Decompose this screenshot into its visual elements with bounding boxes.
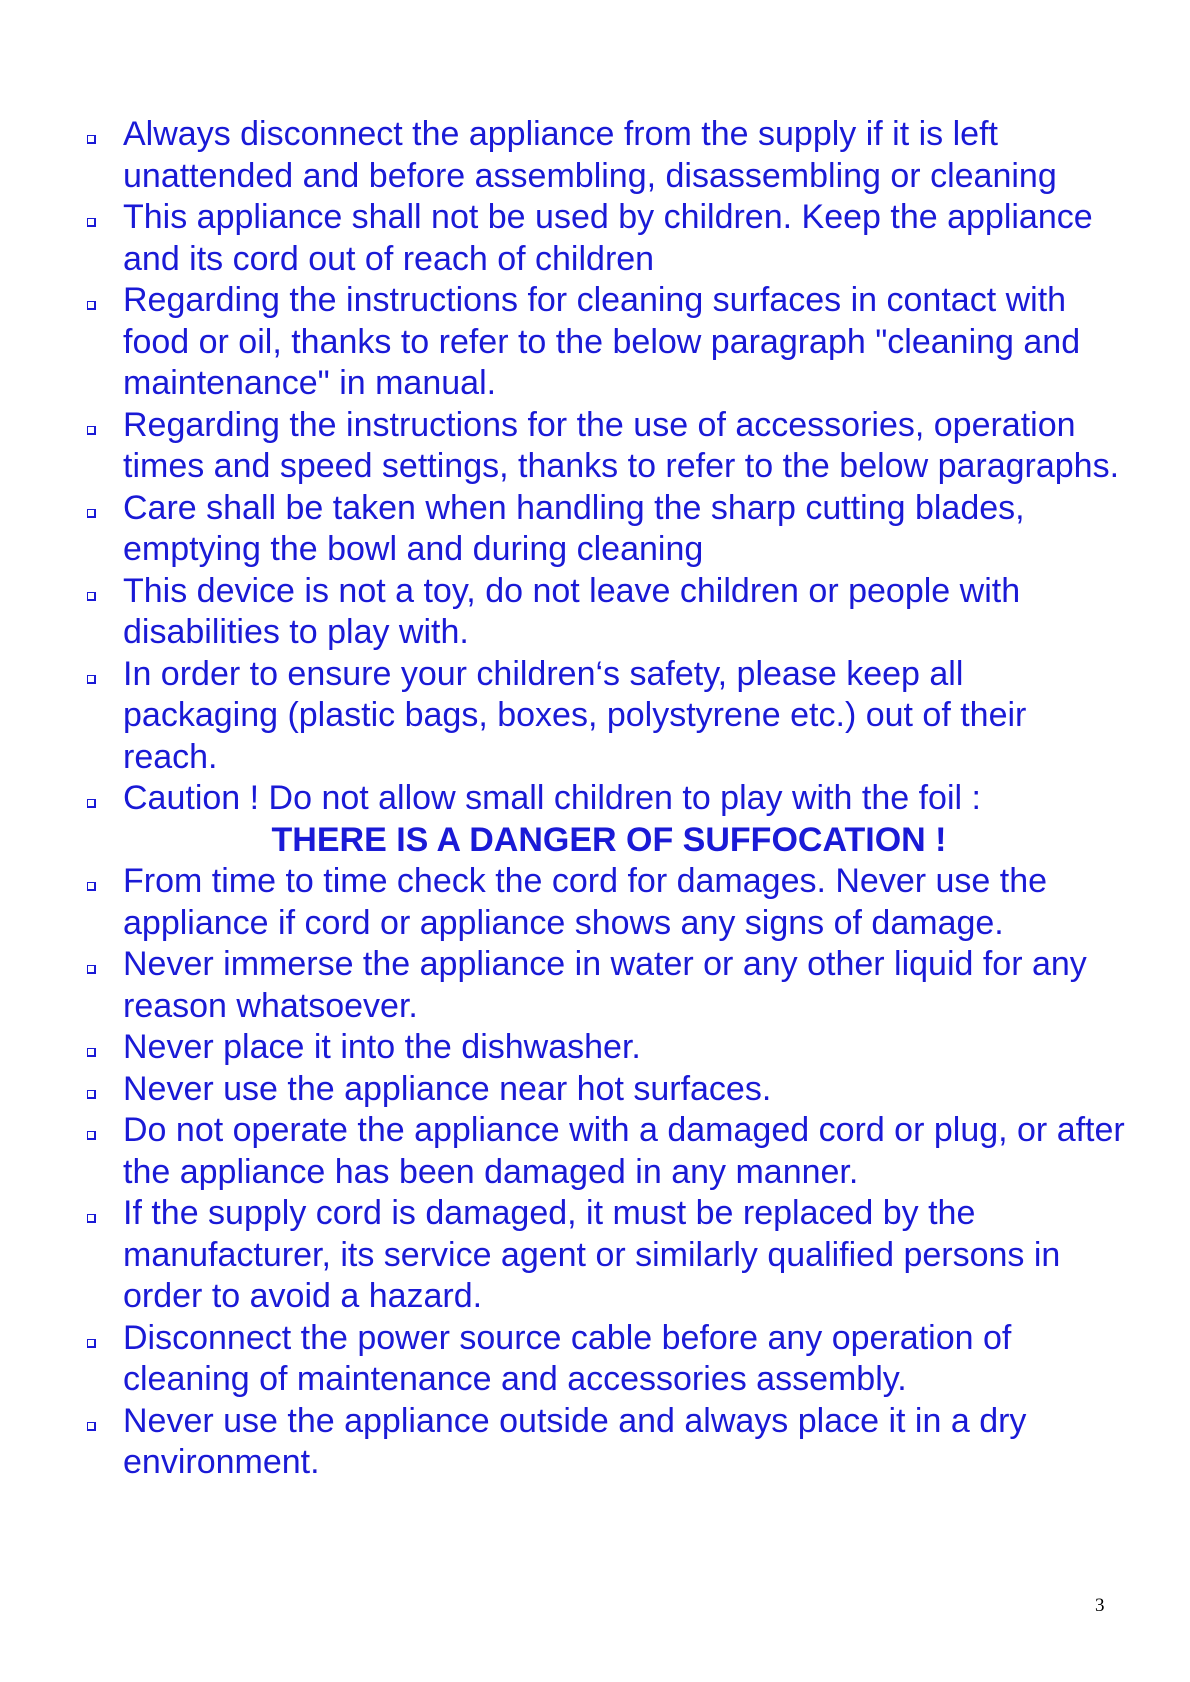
square-bullet-icon — [87, 301, 96, 310]
page-number: 3 — [1095, 1595, 1105, 1616]
item-text: Do not operate the appliance with a damaged cord or plug, or after the appliance has been damaged in any manner. — [123, 1111, 1125, 1191]
square-bullet-icon — [87, 1131, 96, 1140]
square-bullet-icon — [87, 965, 96, 974]
square-bullet-icon — [87, 799, 96, 808]
item-text: Never place it into the dishwasher. — [123, 1028, 641, 1066]
list-item — [85, 944, 1125, 1027]
square-bullet-icon — [87, 509, 96, 518]
square-bullet-icon — [87, 1214, 96, 1223]
square-bullet-icon — [87, 218, 96, 227]
list-item — [85, 1318, 1125, 1401]
list-item — [85, 405, 1125, 488]
list-item — [85, 778, 1125, 861]
list-item — [85, 571, 1125, 654]
square-bullet-icon — [87, 882, 96, 891]
item-text: In order to ensure your children‘s safety, please keep all packaging (plastic bags, boxes, polystyrene etc.) out of their reach. — [123, 654, 1027, 776]
item-text: Care shall be taken when handling the sharp cutting blades, emptying the bowl and during cleaning — [123, 488, 1025, 568]
list-item — [85, 197, 1125, 280]
list-item — [85, 861, 1125, 944]
square-bullet-icon — [87, 135, 96, 144]
square-bullet-icon — [87, 1090, 96, 1099]
square-bullet-icon — [87, 592, 96, 601]
list-item — [85, 1027, 1125, 1069]
item-text: Caution ! Do not allow small children to play with the foil : — [123, 779, 981, 817]
item-text: Never use the appliance outside and always place it in a dry environment. — [123, 1401, 1027, 1481]
list-item — [85, 114, 1125, 197]
item-text: This appliance shall not be used by children. Keep the appliance and its cord out of reach of children — [123, 198, 1093, 278]
safety-instructions — [85, 114, 1125, 1484]
bullet-list — [85, 114, 1125, 1484]
square-bullet-icon — [87, 1048, 96, 1057]
list-item — [85, 280, 1125, 405]
list-item — [85, 654, 1125, 779]
list-item — [85, 1110, 1125, 1193]
square-bullet-icon — [87, 1339, 96, 1348]
list-item — [85, 488, 1125, 571]
item-text: If the supply cord is damaged, it must be replaced by the manufacturer, its service agent or similarly qualified persons in order to avoid a hazard. — [123, 1194, 1061, 1315]
list-item — [85, 1401, 1125, 1484]
list-item — [85, 1069, 1125, 1111]
item-text: Never use the appliance near hot surfaces. — [123, 1069, 772, 1108]
square-bullet-icon — [87, 1422, 96, 1431]
item-text: This device is not a toy, do not leave children or people with disabilities to play with. — [123, 571, 1021, 651]
square-bullet-icon — [87, 426, 96, 435]
item-text: Regarding the instructions for cleaning surfaces in contact with food or oil, thanks to refer to the below paragraph "cleaning and maintenance" in manual. — [123, 281, 1081, 402]
item-text: Always disconnect the appliance from the supply if it is left unattended and before assembling, disassembling or cleaning — [123, 115, 1057, 195]
list-item — [85, 1193, 1125, 1318]
suffocation-warning: THERE IS A DANGER OF SUFFOCATION ! — [271, 820, 947, 859]
item-text: Disconnect the power source cable before any operation of cleaning of maintenance and accessories assembly. — [123, 1318, 1012, 1398]
item-text: Never immerse the appliance in water or any other liquid for any reason whatsoever. — [123, 945, 1087, 1025]
square-bullet-icon — [87, 675, 96, 684]
item-text: From time to time check the cord for damages. Never use the appliance if cord or appliance shows any signs of damage. — [123, 862, 1048, 942]
item-text: Regarding the instructions for the use of accessories, operation times and speed settings, thanks to refer to the below paragraphs. — [123, 405, 1120, 485]
